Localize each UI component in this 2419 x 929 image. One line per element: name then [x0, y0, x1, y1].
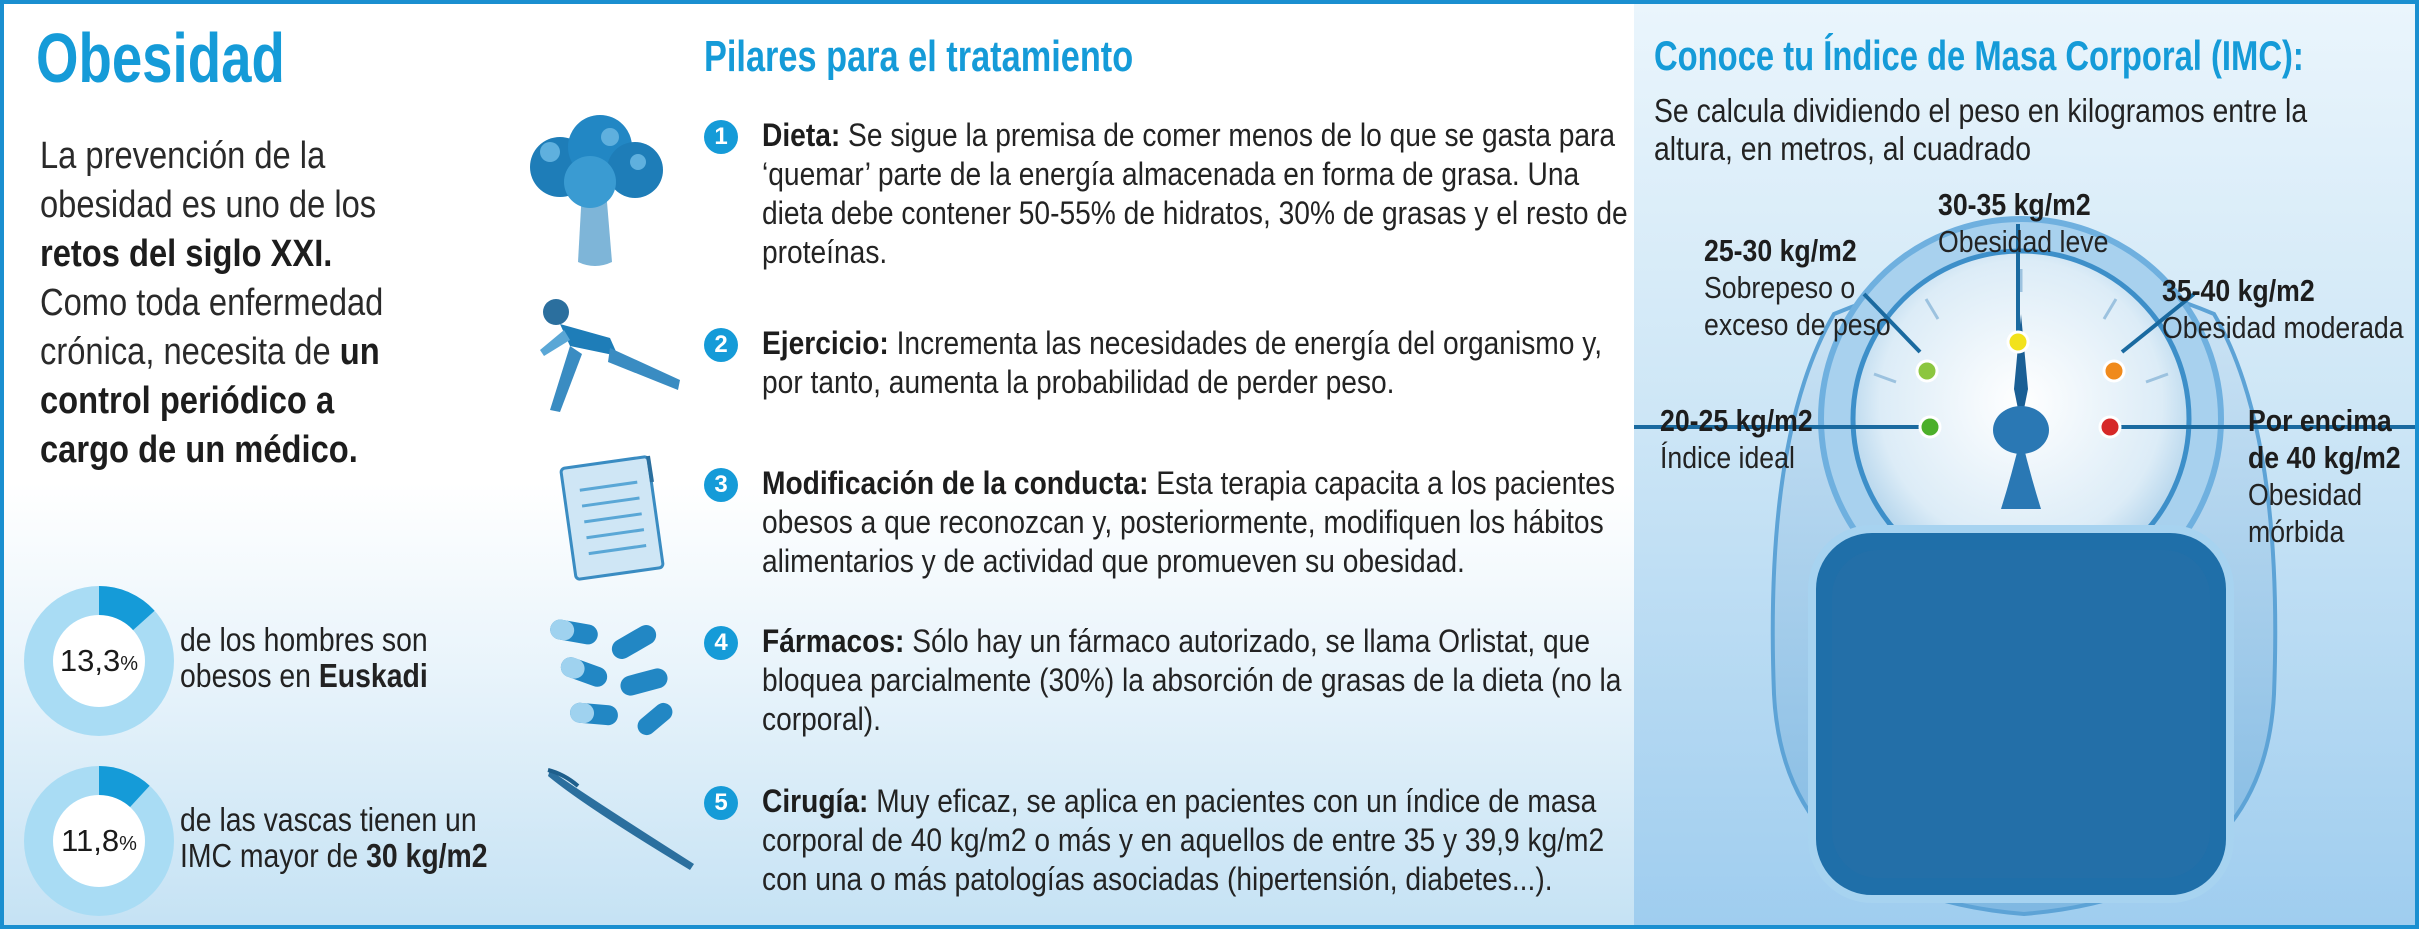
- imc-title: Conoce tu Índice de Masa Corporal (IMC):: [1654, 32, 2304, 79]
- stat-women: [24, 766, 544, 916]
- pilar-line: obesos a que reconozcan y, posteriormente, modifiquen los hábitos: [762, 504, 1604, 540]
- page-title: Obesidad: [36, 19, 285, 97]
- number-badge: 2: [704, 328, 738, 362]
- mild-dot: [2008, 332, 2028, 352]
- pills-icon: [540, 612, 690, 742]
- stat-value-men: 13,3 %: [59, 643, 139, 678]
- ideal-dot: [1920, 417, 1940, 437]
- number-badge: 1: [704, 120, 738, 154]
- intro-line-bold: retos del siglo XXI.: [40, 233, 333, 275]
- broccoli-icon: [520, 112, 670, 272]
- morbid-dot: [2100, 417, 2120, 437]
- intro-line: crónica, necesita de un: [40, 331, 380, 373]
- pilar-line: por tanto, aumenta la probabilidad de perder peso.: [762, 364, 1395, 400]
- runner-icon: [530, 290, 700, 420]
- pilar-line: bloquea parcialmente (30%) la absorción de grasas de la dieta (no la: [762, 662, 1622, 698]
- stat-text-men: de los hombres son obesos en Euskadi: [180, 621, 428, 694]
- intro-line: Como toda enfermedad: [40, 282, 384, 324]
- infographic: [4, 4, 2415, 925]
- stat-men: [24, 586, 544, 736]
- pilar-line: alimentarios y de actividad que promueven su obesidad.: [762, 543, 1465, 579]
- intro-line-bold: cargo de un médico.: [40, 429, 358, 471]
- range-moderate: 35-40 kg/m2 Obesidad moderada: [2162, 273, 2404, 345]
- overweight-dot: [1917, 361, 1937, 381]
- pilar-line: Ejercicio: Incrementa las necesidades de energía del organismo y,: [762, 325, 1603, 361]
- range-overweight: 25-30 kg/m2 Sobrepeso o exceso de peso: [1704, 233, 1891, 342]
- notebook-icon: [556, 452, 676, 582]
- range-morbid: Por encima de 40 kg/m2 Obesidad mórbida: [2248, 403, 2401, 549]
- moderate-dot: [2104, 361, 2124, 381]
- stat-text-women: de las vascas tienen un IMC mayor de 30 kg/m2: [180, 801, 488, 874]
- pilar-line: Fármacos: Sólo hay un fármaco autorizado, se llama Orlistat, que: [762, 623, 1590, 659]
- intro-line: obesidad es uno de los: [40, 184, 377, 226]
- pilares-heading: Pilares para el tratamiento: [704, 32, 1134, 81]
- number-badge: 4: [704, 626, 738, 660]
- range-ideal: 20-25 kg/m2 Índice ideal: [1660, 403, 1813, 475]
- pilar-line: corporal).: [762, 701, 881, 737]
- intro-line: La prevención de la: [40, 135, 326, 177]
- stat-value-women: 11,8 %: [61, 823, 137, 858]
- pilar-line: con una o más patologías asociadas (hipertensión, diabetes...).: [762, 861, 1553, 897]
- pilar-line: Dieta: Se sigue la premisa de comer menos de lo que se gasta para: [762, 117, 1616, 153]
- imc-subtitle: Se calcula dividiendo el peso en kilogramos entre la altura, en metros, al cuadrado: [1654, 92, 2308, 167]
- pilar-line: corporal de 40 kg/m2 o más y en aquellos de entre 35 y 39,9 kg/m2: [762, 822, 1605, 858]
- number-badge: 5: [704, 786, 738, 820]
- intro-line-bold: control periódico a: [40, 380, 335, 422]
- pilar-line: Modificación de la conducta: Esta terapia capacita a los pacientes: [762, 465, 1615, 501]
- range-mild: 30-35 kg/m2 Obesidad leve: [1938, 187, 2109, 259]
- number-badge: 3: [704, 468, 738, 502]
- pilar-line: dieta debe contener 50-55% de hidratos, 30% de grasas y el resto de: [762, 195, 1628, 231]
- pilar-line: ‘quemar’ parte de la energía almacenada en forma de grasa. Una: [762, 156, 1580, 192]
- intro-text: [40, 132, 440, 475]
- pilar-line: proteínas.: [762, 234, 888, 270]
- pilar-line: Cirugía: Muy eficaz, se aplica en pacientes con un índice de masa: [762, 783, 1597, 819]
- scalpel-icon: [544, 764, 704, 874]
